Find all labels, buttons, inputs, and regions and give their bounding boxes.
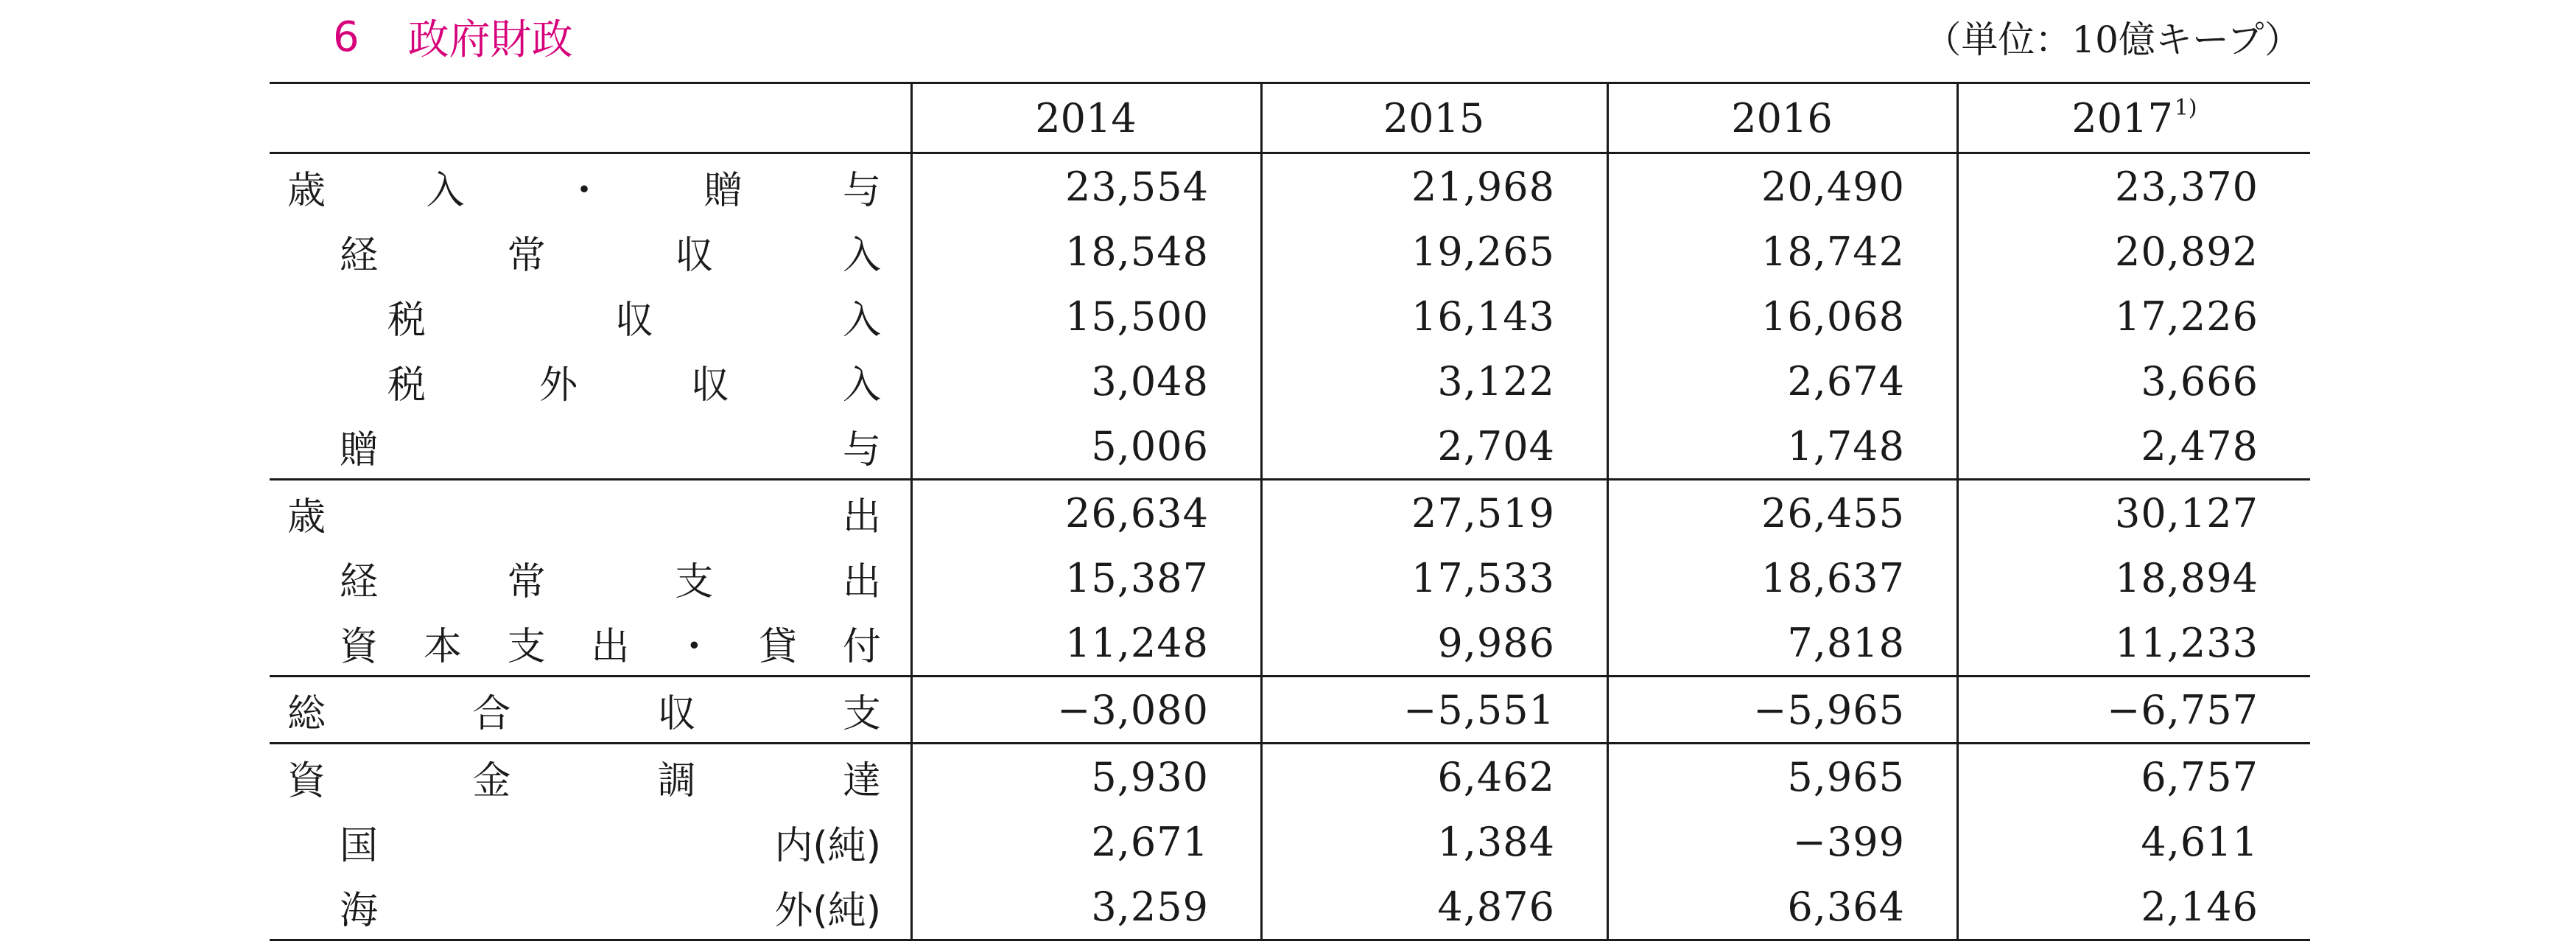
table-row bbox=[270, 413, 2310, 478]
value-cell: 5,006 bbox=[910, 413, 1260, 478]
value-cell: 9,986 bbox=[1260, 610, 1607, 675]
value-cell: 18,894 bbox=[1956, 545, 2310, 610]
value-cell: 6,757 bbox=[1956, 744, 2310, 809]
table-row bbox=[270, 478, 2310, 545]
value-cell: 1,384 bbox=[1260, 809, 1607, 874]
row-label: 資 金 調 達 bbox=[287, 758, 881, 803]
value-cell: 17,533 bbox=[1260, 545, 1607, 610]
value-cell: 20,892 bbox=[1956, 219, 2310, 284]
footnote-marker: 1) bbox=[2174, 94, 2197, 121]
value-cell: 2,674 bbox=[1607, 349, 1956, 413]
table-title-text: 政府財政 bbox=[407, 16, 573, 64]
table-row bbox=[270, 545, 2310, 610]
row-label: 贈 与 bbox=[340, 427, 881, 472]
value-cell: 18,742 bbox=[1607, 219, 1956, 284]
value-cell: 6,462 bbox=[1260, 744, 1607, 809]
table-row bbox=[270, 219, 2310, 284]
value-cell: 7,818 bbox=[1607, 610, 1956, 675]
value-cell: 11,233 bbox=[1956, 610, 2310, 675]
row-label: 経 常 収 入 bbox=[340, 233, 881, 278]
year-header: 2017 $^{1)}$ bbox=[1956, 84, 2310, 152]
value-cell: 2,146 bbox=[1956, 874, 2310, 939]
value-cell: 5,965 bbox=[1607, 744, 1956, 809]
value-cell: 3,122 bbox=[1260, 349, 1607, 413]
value-cell: 4,611 bbox=[1956, 809, 2310, 874]
value-cell: −5,551 bbox=[1260, 677, 1607, 742]
value-cell: 15,387 bbox=[910, 545, 1260, 610]
value-cell: −3,080 bbox=[910, 677, 1260, 742]
year-header: 2015 bbox=[1260, 84, 1607, 152]
table-row bbox=[270, 154, 2310, 219]
value-cell: 3,259 bbox=[910, 874, 1260, 939]
row-label: 歳 出 bbox=[287, 495, 881, 539]
row-label: 経 常 支 出 bbox=[340, 559, 881, 604]
row-label: 総 合 収 支 bbox=[287, 691, 881, 736]
value-cell: 19,265 bbox=[1260, 219, 1607, 284]
row-label: 国 内(純) bbox=[340, 823, 881, 868]
value-cell: 17,226 bbox=[1956, 284, 2310, 349]
value-cell: −399 bbox=[1607, 809, 1956, 874]
row-label: 海 外(純) bbox=[340, 888, 881, 933]
value-cell: 6,364 bbox=[1607, 874, 1956, 939]
value-cell: 16,068 bbox=[1607, 284, 1956, 349]
unit-label: （単位：10億キープ） bbox=[1924, 18, 2301, 61]
value-cell: 2,671 bbox=[910, 809, 1260, 874]
value-cell: 18,548 bbox=[910, 219, 1260, 284]
value-cell: 20,490 bbox=[1607, 154, 1956, 219]
table-row bbox=[270, 809, 2310, 874]
table-row bbox=[270, 874, 2310, 939]
value-cell: 15,500 bbox=[910, 284, 1260, 349]
value-cell: 2,478 bbox=[1956, 413, 2310, 478]
table-row bbox=[270, 284, 2310, 349]
value-cell: 11,248 bbox=[910, 610, 1260, 675]
value-cell: 18,637 bbox=[1607, 545, 1956, 610]
value-cell: 21,968 bbox=[1260, 154, 1607, 219]
value-cell: 1,748 bbox=[1607, 413, 1956, 478]
table-row bbox=[270, 742, 2310, 809]
row-label: 税 外 収 入 bbox=[387, 363, 881, 408]
value-cell: 4,876 bbox=[1260, 874, 1607, 939]
header-corner bbox=[270, 84, 910, 152]
value-cell: 26,455 bbox=[1607, 481, 1956, 545]
value-cell: 3,048 bbox=[910, 349, 1260, 413]
value-cell: 26,634 bbox=[910, 481, 1260, 545]
header-row bbox=[270, 84, 2310, 154]
value-cell: 5,930 bbox=[910, 744, 1260, 809]
table-row bbox=[270, 610, 2310, 675]
table-title bbox=[333, 6, 573, 68]
value-cell: 2,704 bbox=[1260, 413, 1607, 478]
year-header: 2014 bbox=[910, 84, 1260, 152]
value-cell: 23,370 bbox=[1956, 154, 2310, 219]
row-label: 税 収 入 bbox=[387, 298, 881, 343]
year-header: 2016 bbox=[1607, 84, 1956, 152]
value-cell: 3,666 bbox=[1956, 349, 2310, 413]
value-cell: 16,143 bbox=[1260, 284, 1607, 349]
finance-table bbox=[270, 82, 2310, 941]
value-cell: 23,554 bbox=[910, 154, 1260, 219]
value-cell: −6,757 bbox=[1956, 677, 2310, 742]
value-cell: −5,965 bbox=[1607, 677, 1956, 742]
row-label: 歳 入 ・ 贈 与 bbox=[287, 168, 881, 213]
table-row bbox=[270, 675, 2310, 742]
table-row bbox=[270, 349, 2310, 413]
table-number: 6 bbox=[333, 13, 359, 61]
row-label: 資 本 支 出 ・ 貸 付 bbox=[340, 624, 881, 669]
value-cell: 27,519 bbox=[1260, 481, 1607, 545]
value-cell: 30,127 bbox=[1956, 481, 2310, 545]
